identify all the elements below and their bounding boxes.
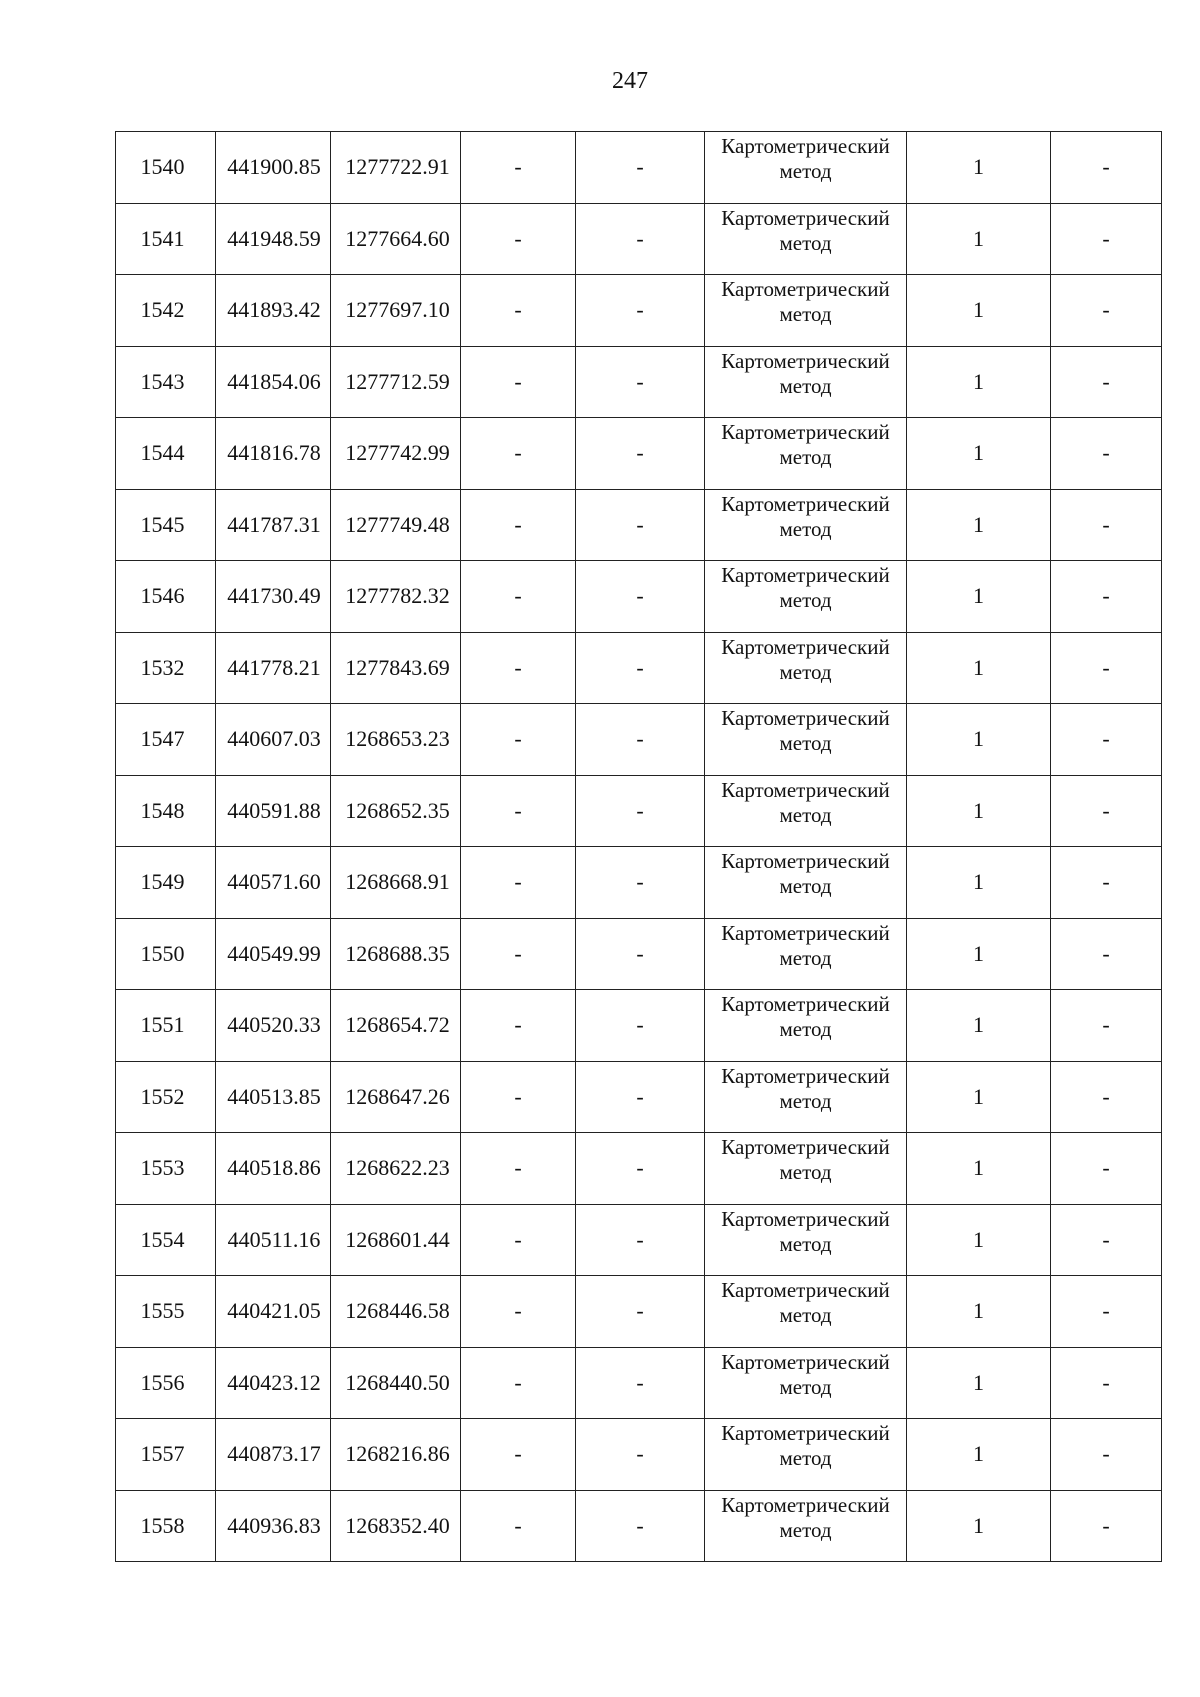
table-row (116, 1133, 1162, 1205)
dash-cell: - (576, 1204, 705, 1276)
method-cell: Картометрический метод (705, 847, 907, 919)
method-cell: Картометрический метод (705, 1133, 907, 1205)
method-cell: Картометрический метод (705, 346, 907, 418)
x-coordinate-cell: 440549.99 (216, 918, 331, 990)
dash-cell: - (1051, 1347, 1162, 1419)
dash-cell: - (1051, 346, 1162, 418)
table-row (116, 1061, 1162, 1133)
y-coordinate-cell: 1277749.48 (331, 489, 461, 561)
dash-cell: - (1051, 775, 1162, 847)
point-number-cell: 1555 (116, 1276, 216, 1348)
point-number-cell: 1543 (116, 346, 216, 418)
dash-cell: - (576, 561, 705, 633)
y-coordinate-cell: 1268653.23 (331, 704, 461, 776)
y-coordinate-cell: 1268446.58 (331, 1276, 461, 1348)
method-cell: Картометрический метод (705, 990, 907, 1062)
dash-cell: - (461, 1347, 576, 1419)
method-cell: Картометрический метод (705, 632, 907, 704)
table-row (116, 275, 1162, 347)
method-cell: Картометрический метод (705, 704, 907, 776)
x-coordinate-cell: 440421.05 (216, 1276, 331, 1348)
dash-cell: - (576, 704, 705, 776)
dash-cell: - (1051, 1133, 1162, 1205)
table-row (116, 203, 1162, 275)
dash-cell: - (461, 132, 576, 204)
dash-cell: - (576, 1419, 705, 1491)
y-coordinate-cell: 1277782.32 (331, 561, 461, 633)
x-coordinate-cell: 441730.49 (216, 561, 331, 633)
y-coordinate-cell: 1268654.72 (331, 990, 461, 1062)
point-number-cell: 1557 (116, 1419, 216, 1491)
table-row (116, 418, 1162, 490)
dash-cell: - (576, 418, 705, 490)
x-coordinate-cell: 440873.17 (216, 1419, 331, 1491)
accuracy-cell: 1 (907, 275, 1051, 347)
dash-cell: - (1051, 1204, 1162, 1276)
y-coordinate-cell: 1268647.26 (331, 1061, 461, 1133)
y-coordinate-cell: 1268216.86 (331, 1419, 461, 1491)
page-number: 247 (612, 68, 648, 94)
point-number-cell: 1552 (116, 1061, 216, 1133)
dash-cell: - (461, 1133, 576, 1205)
dash-cell: - (461, 1204, 576, 1276)
dash-cell: - (576, 918, 705, 990)
table-row (116, 346, 1162, 418)
x-coordinate-cell: 441900.85 (216, 132, 331, 204)
accuracy-cell: 1 (907, 632, 1051, 704)
x-coordinate-cell: 441948.59 (216, 203, 331, 275)
x-coordinate-cell: 440511.16 (216, 1204, 331, 1276)
table-row (116, 704, 1162, 776)
accuracy-cell: 1 (907, 1490, 1051, 1562)
dash-cell: - (576, 346, 705, 418)
accuracy-cell: 1 (907, 1276, 1051, 1348)
accuracy-cell: 1 (907, 1419, 1051, 1491)
accuracy-cell: 1 (907, 1061, 1051, 1133)
table-row (116, 489, 1162, 561)
dash-cell: - (1051, 1061, 1162, 1133)
accuracy-cell: 1 (907, 561, 1051, 633)
accuracy-cell: 1 (907, 1204, 1051, 1276)
dash-cell: - (1051, 561, 1162, 633)
dash-cell: - (576, 132, 705, 204)
dash-cell: - (461, 775, 576, 847)
dash-cell: - (1051, 275, 1162, 347)
dash-cell: - (576, 1490, 705, 1562)
y-coordinate-cell: 1268622.23 (331, 1133, 461, 1205)
dash-cell: - (461, 561, 576, 633)
method-cell: Картометрический метод (705, 1347, 907, 1419)
dash-cell: - (461, 1490, 576, 1562)
method-cell: Картометрический метод (705, 132, 907, 204)
accuracy-cell: 1 (907, 418, 1051, 490)
coordinates-table (115, 131, 1162, 1562)
y-coordinate-cell: 1268440.50 (331, 1347, 461, 1419)
dash-cell: - (461, 489, 576, 561)
table-row (116, 1347, 1162, 1419)
table-row (116, 1204, 1162, 1276)
method-cell: Картометрический метод (705, 1490, 907, 1562)
point-number-cell: 1550 (116, 918, 216, 990)
dash-cell: - (576, 990, 705, 1062)
accuracy-cell: 1 (907, 990, 1051, 1062)
dash-cell: - (1051, 132, 1162, 204)
point-number-cell: 1540 (116, 132, 216, 204)
dash-cell: - (576, 775, 705, 847)
x-coordinate-cell: 440518.86 (216, 1133, 331, 1205)
method-cell: Картометрический метод (705, 418, 907, 490)
x-coordinate-cell: 440571.60 (216, 847, 331, 919)
y-coordinate-cell: 1277742.99 (331, 418, 461, 490)
dash-cell: - (1051, 990, 1162, 1062)
dash-cell: - (576, 275, 705, 347)
x-coordinate-cell: 440607.03 (216, 704, 331, 776)
dash-cell: - (1051, 918, 1162, 990)
accuracy-cell: 1 (907, 203, 1051, 275)
method-cell: Картометрический метод (705, 918, 907, 990)
y-coordinate-cell: 1277664.60 (331, 203, 461, 275)
dash-cell: - (576, 1276, 705, 1348)
accuracy-cell: 1 (907, 132, 1051, 204)
method-cell: Картометрический метод (705, 1276, 907, 1348)
dash-cell: - (461, 847, 576, 919)
dash-cell: - (1051, 489, 1162, 561)
table-row (116, 561, 1162, 633)
table-row (116, 775, 1162, 847)
accuracy-cell: 1 (907, 346, 1051, 418)
dash-cell: - (1051, 1490, 1162, 1562)
method-cell: Картометрический метод (705, 1204, 907, 1276)
dash-cell: - (1051, 418, 1162, 490)
dash-cell: - (461, 704, 576, 776)
accuracy-cell: 1 (907, 775, 1051, 847)
point-number-cell: 1544 (116, 418, 216, 490)
accuracy-cell: 1 (907, 489, 1051, 561)
method-cell: Картометрический метод (705, 203, 907, 275)
dash-cell: - (1051, 704, 1162, 776)
dash-cell: - (461, 203, 576, 275)
y-coordinate-cell: 1277712.59 (331, 346, 461, 418)
method-cell: Картометрический метод (705, 489, 907, 561)
dash-cell: - (576, 847, 705, 919)
dash-cell: - (576, 1347, 705, 1419)
method-cell: Картометрический метод (705, 1061, 907, 1133)
table-body (116, 132, 1162, 1562)
y-coordinate-cell: 1277722.91 (331, 132, 461, 204)
dash-cell: - (461, 918, 576, 990)
y-coordinate-cell: 1268652.35 (331, 775, 461, 847)
method-cell: Картометрический метод (705, 775, 907, 847)
y-coordinate-cell: 1268668.91 (331, 847, 461, 919)
method-cell: Картометрический метод (705, 561, 907, 633)
y-coordinate-cell: 1277697.10 (331, 275, 461, 347)
accuracy-cell: 1 (907, 704, 1051, 776)
x-coordinate-cell: 441778.21 (216, 632, 331, 704)
accuracy-cell: 1 (907, 1133, 1051, 1205)
point-number-cell: 1556 (116, 1347, 216, 1419)
point-number-cell: 1548 (116, 775, 216, 847)
accuracy-cell: 1 (907, 847, 1051, 919)
table-row (116, 1276, 1162, 1348)
table-row (116, 847, 1162, 919)
dash-cell: - (576, 632, 705, 704)
table-row (116, 1490, 1162, 1562)
dash-cell: - (461, 1276, 576, 1348)
dash-cell: - (461, 1419, 576, 1491)
point-number-cell: 1546 (116, 561, 216, 633)
dash-cell: - (1051, 1419, 1162, 1491)
x-coordinate-cell: 441854.06 (216, 346, 331, 418)
method-cell: Картометрический метод (705, 1419, 907, 1491)
x-coordinate-cell: 440513.85 (216, 1061, 331, 1133)
x-coordinate-cell: 440591.88 (216, 775, 331, 847)
dash-cell: - (576, 1133, 705, 1205)
method-cell: Картометрический метод (705, 275, 907, 347)
table-row (116, 918, 1162, 990)
accuracy-cell: 1 (907, 1347, 1051, 1419)
x-coordinate-cell: 440936.83 (216, 1490, 331, 1562)
y-coordinate-cell: 1268601.44 (331, 1204, 461, 1276)
dash-cell: - (461, 1061, 576, 1133)
dash-cell: - (461, 990, 576, 1062)
point-number-cell: 1558 (116, 1490, 216, 1562)
y-coordinate-cell: 1277843.69 (331, 632, 461, 704)
table-row (116, 132, 1162, 204)
table-row (116, 632, 1162, 704)
dash-cell: - (461, 632, 576, 704)
point-number-cell: 1554 (116, 1204, 216, 1276)
point-number-cell: 1551 (116, 990, 216, 1062)
dash-cell: - (1051, 632, 1162, 704)
dash-cell: - (1051, 1276, 1162, 1348)
x-coordinate-cell: 441787.31 (216, 489, 331, 561)
table-row (116, 990, 1162, 1062)
point-number-cell: 1532 (116, 632, 216, 704)
accuracy-cell: 1 (907, 918, 1051, 990)
point-number-cell: 1549 (116, 847, 216, 919)
point-number-cell: 1553 (116, 1133, 216, 1205)
x-coordinate-cell: 440520.33 (216, 990, 331, 1062)
y-coordinate-cell: 1268688.35 (331, 918, 461, 990)
dash-cell: - (1051, 203, 1162, 275)
y-coordinate-cell: 1268352.40 (331, 1490, 461, 1562)
x-coordinate-cell: 441893.42 (216, 275, 331, 347)
dash-cell: - (461, 346, 576, 418)
dash-cell: - (461, 418, 576, 490)
point-number-cell: 1541 (116, 203, 216, 275)
table-row (116, 1419, 1162, 1491)
dash-cell: - (576, 489, 705, 561)
x-coordinate-cell: 441816.78 (216, 418, 331, 490)
point-number-cell: 1542 (116, 275, 216, 347)
point-number-cell: 1547 (116, 704, 216, 776)
dash-cell: - (461, 275, 576, 347)
x-coordinate-cell: 440423.12 (216, 1347, 331, 1419)
dash-cell: - (576, 203, 705, 275)
dash-cell: - (576, 1061, 705, 1133)
point-number-cell: 1545 (116, 489, 216, 561)
dash-cell: - (1051, 847, 1162, 919)
